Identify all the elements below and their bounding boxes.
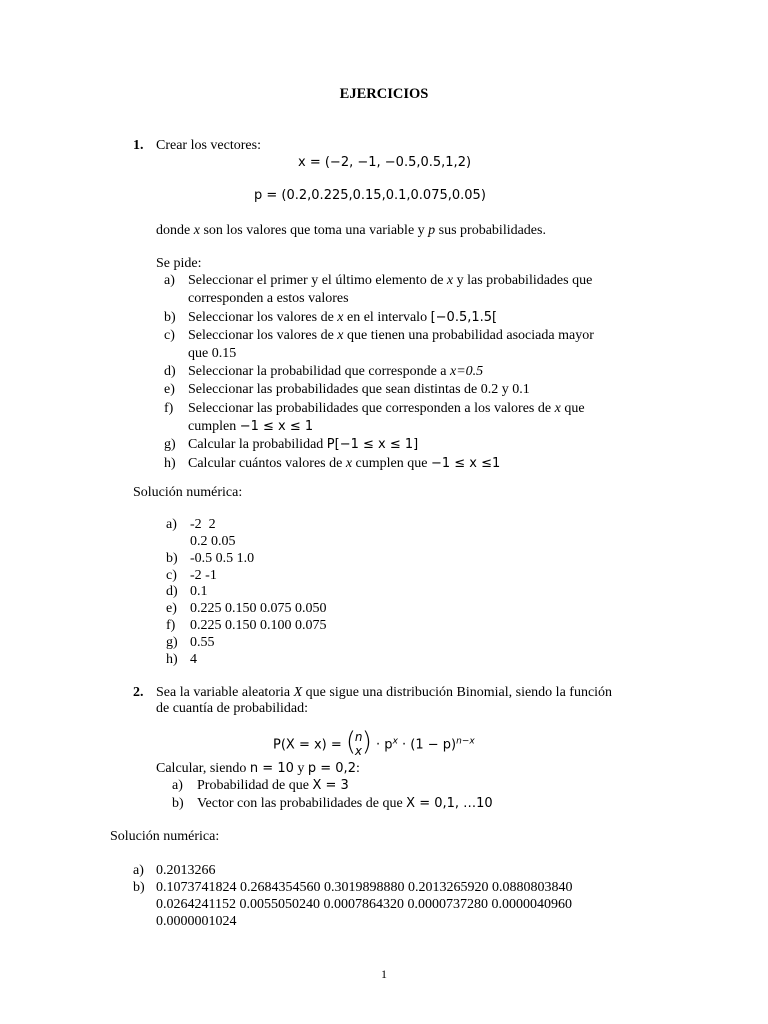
task-a-label: a) — [164, 273, 175, 288]
task-b-text: Seleccionar los valores de x en el intervalo [−0.5,1.5[ — [188, 310, 498, 325]
solution-1-heading: Solución numérica: — [133, 485, 243, 500]
task-c-text-line2: que 0.15 — [188, 346, 237, 361]
task-a-text: Seleccionar el primer y el último elemento de x y las probabilidades que — [188, 273, 593, 288]
ex2-solution-b-label: b) — [133, 880, 145, 895]
ex2-task-a-text: Probabilidad de que X = 3 — [197, 778, 349, 793]
exercise-1-description: donde x son los valores que toma una variable y p sus probabilidades. — [156, 223, 546, 238]
solution-b-value: -0.5 0.5 1.0 — [190, 551, 255, 566]
solution-a-value-line2: 0.2 0.05 — [190, 534, 236, 549]
task-b-label: b) — [164, 310, 176, 325]
solution-d-value: 0.1 — [190, 584, 208, 599]
ex2-solution-b-value-line3: 0.0000001024 — [156, 914, 237, 929]
solution-d-label: d) — [166, 584, 178, 599]
binomial-coefficient: ( n x ) — [345, 727, 372, 758]
task-c-label: c) — [164, 328, 175, 343]
ex2-task-a-label: a) — [172, 778, 183, 793]
task-f-label: f) — [164, 401, 174, 416]
solution-c-value: -2 -1 — [190, 568, 217, 583]
page-title: EJERCICIOS — [339, 86, 429, 102]
solution-2-heading: Solución numérica: — [110, 829, 220, 844]
ex2-solution-a-value: 0.2013266 — [156, 863, 216, 878]
task-c-text: Seleccionar los valores de x que tienen una probabilidad asociada mayor — [188, 328, 594, 343]
exercise-2-text-line2: de cuantía de probabilidad: — [156, 701, 308, 716]
p-vector-formula: p = (0.2,0.225,0.15,0.1,0.075,0.05) — [254, 188, 486, 203]
ex2-task-b-label: b) — [172, 796, 184, 811]
solution-f-value: 0.225 0.150 0.100 0.075 — [190, 618, 327, 633]
exercise-1-number: 1. — [133, 138, 144, 153]
se-pide-heading: Se pide: — [156, 256, 202, 271]
exercise-2-text: Sea la variable aleatoria X que sigue una distribución Binomial, siendo la función — [156, 685, 613, 700]
solution-a-value: -2 2 — [190, 517, 216, 532]
solution-h-label: h) — [166, 652, 178, 667]
solution-g-value: 0.55 — [190, 635, 215, 650]
task-g-text: Calcular la probabilidad P[−1 ≤ x ≤ 1] — [188, 437, 419, 452]
solution-b-label: b) — [166, 551, 178, 566]
task-h-label: h) — [164, 456, 176, 471]
task-d-label: d) — [164, 364, 176, 379]
task-a-text-line2: corresponden a estos valores — [188, 291, 349, 306]
exercise-1-intro: Crear los vectores: — [156, 138, 261, 153]
solution-f-label: f) — [166, 618, 176, 633]
task-d-text: Seleccionar la probabilidad que corresponde a x=0.5 — [188, 364, 484, 379]
solution-e-value: 0.225 0.150 0.075 0.050 — [190, 601, 327, 616]
task-h-text: Calcular cuántos valores de x cumplen que −1 ≤ x ≤1 — [188, 456, 501, 471]
exercise-2-calc: Calcular, siendo n = 10 y p = 0,2: — [156, 761, 360, 776]
ex2-solution-b-value: 0.1073741824 0.2684354560 0.3019898880 0.2013265920 0.0880803840 — [156, 880, 573, 895]
task-e-label: e) — [164, 382, 175, 397]
x-vector-formula: x = (−2, −1, −0.5,0.5,1,2) — [298, 155, 472, 170]
solution-c-label: c) — [166, 568, 177, 583]
task-f-text-line2: cumplen −1 ≤ x ≤ 1 — [188, 419, 314, 434]
ex2-task-b-text: Vector con las probabilidades de que X = 0,1, …10 — [197, 796, 493, 811]
task-g-label: g) — [164, 437, 176, 452]
task-f-text: Seleccionar las probabilidades que corresponden a los valores de x que — [188, 401, 585, 416]
task-e-text: Seleccionar las probabilidades que sean distintas de 0.2 y 0.1 — [188, 382, 530, 397]
solution-h-value: 4 — [190, 652, 197, 667]
ex2-solution-b-value-line2: 0.0264241152 0.0055050240 0.0007864320 0.0000737280 0.0000040960 — [156, 897, 572, 912]
binomial-formula: P(X = x) = ( n x ) · $p^x \cdot (1 - p)^{n-x}$ — [273, 727, 475, 758]
solution-e-label: e) — [166, 601, 177, 616]
page-number: 1 — [381, 967, 387, 981]
ex2-solution-a-label: a) — [133, 863, 144, 878]
solution-a-label: a) — [166, 517, 177, 532]
solution-g-label: g) — [166, 635, 178, 650]
exercise-2-number: 2. — [133, 685, 144, 700]
